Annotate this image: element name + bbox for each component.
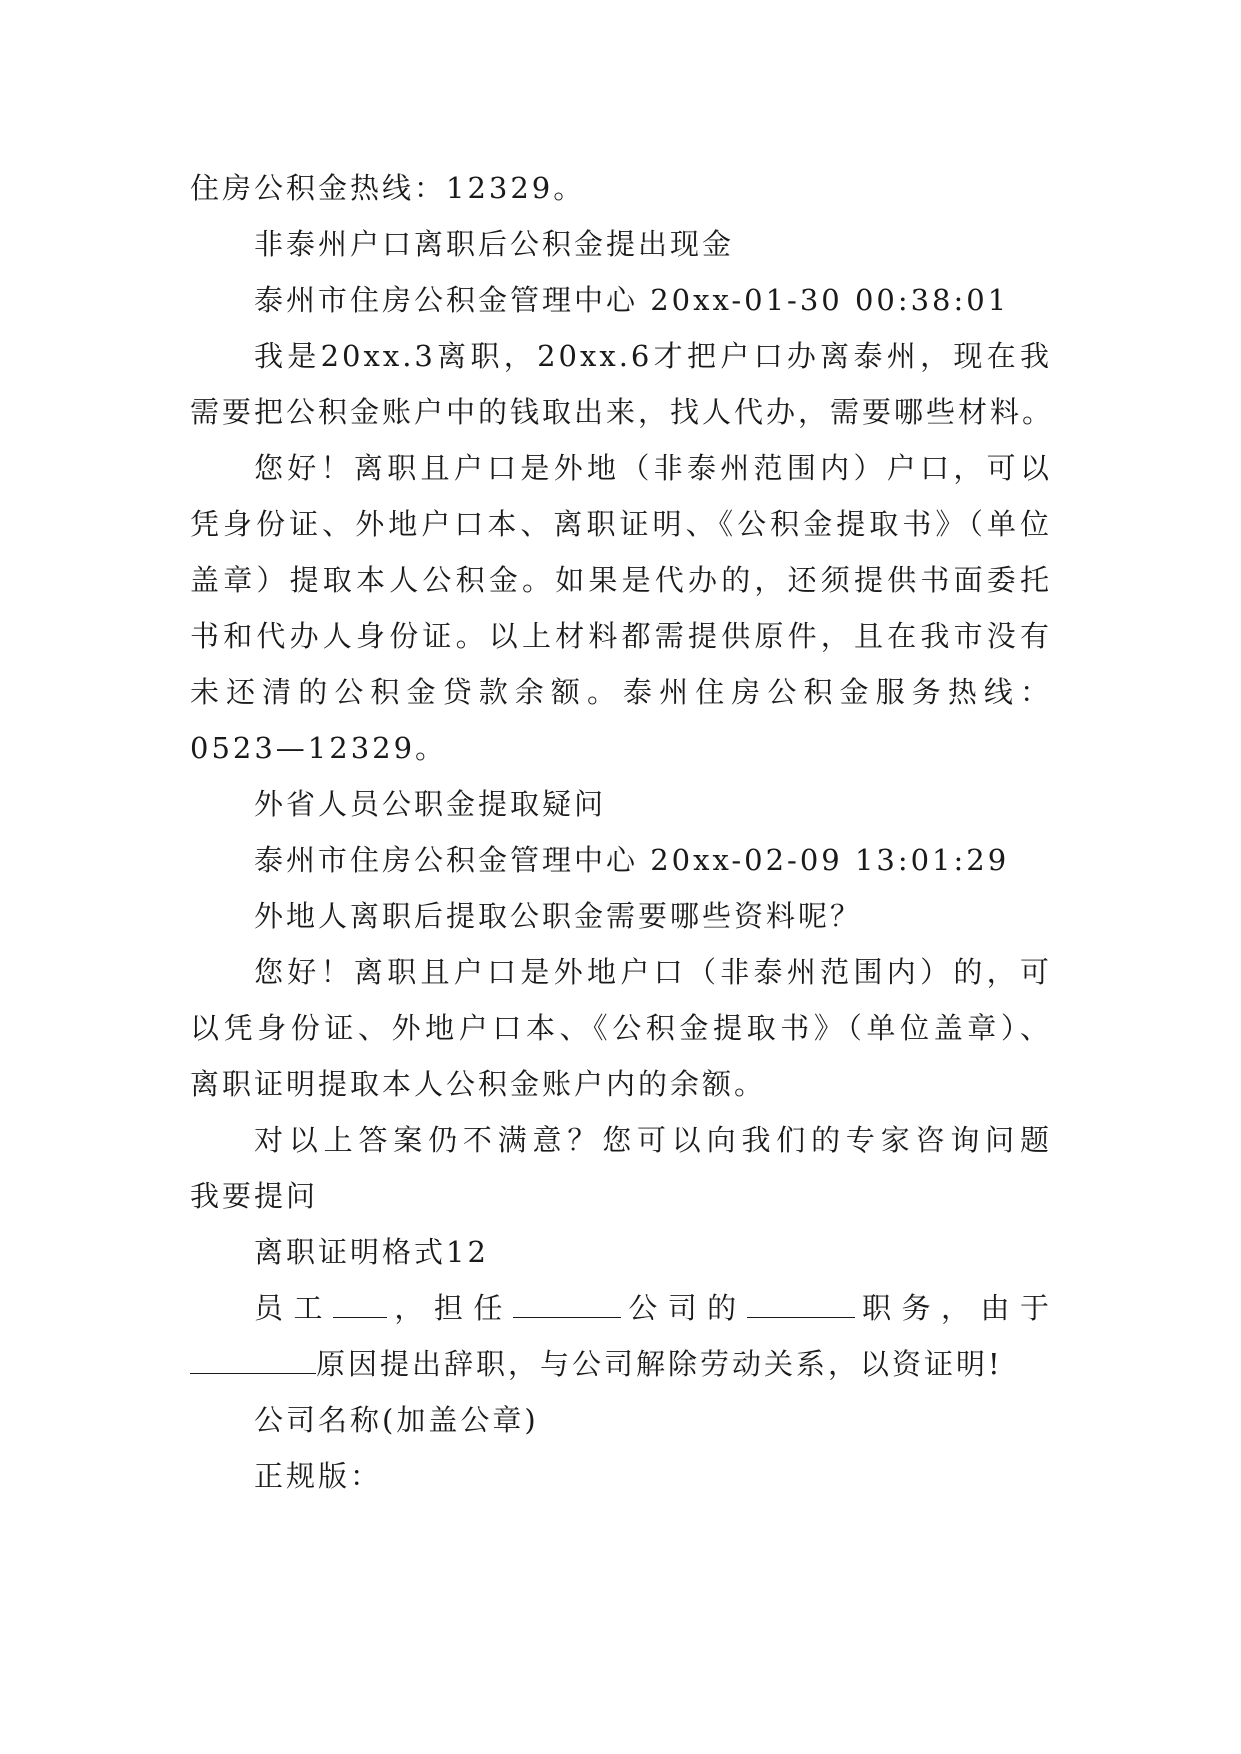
formal-version-line: 正规版： (254, 1459, 383, 1493)
question-1-line-2: 需要把公积金账户中的钱取出来，找人代办，需要哪些材料。 (190, 395, 1055, 429)
answer-2-line-1: 您好！离职且户口是外地户口（非泰州范围内）的，可 (254, 955, 1052, 989)
answer-1-line-6: 0523—12329。 (190, 731, 448, 765)
cert-text-employee: 员工 (254, 1291, 333, 1325)
document-body (190, 160, 1055, 1504)
question-2: 外地人离职后提取公职金需要哪些资料呢？ (254, 899, 863, 933)
cert-text-position: 职务，由于 (854, 1291, 1052, 1325)
consult-prompt: 对以上答案仍不满意？您可以向我们的专家咨询问题 (254, 1123, 1052, 1157)
answer-1-line-3: 盖章）提取本人公积金。如果是代办的，还须提供书面委托 (190, 563, 1052, 597)
cert-format-title: 离职证明格式12 (254, 1235, 489, 1269)
blank-position (747, 1293, 855, 1318)
blank-employee-name (333, 1293, 387, 1318)
answer-1-line-4: 书和代办人身份证。以上材料都需提供原件，且在我市没有 (190, 619, 1052, 653)
hotline-line: 住房公积金热线：12329。 (190, 171, 586, 205)
answer-1-line-1: 您好！离职且户口是外地（非泰州范围内）户口，可以 (254, 451, 1052, 485)
cert-line-2 (190, 1336, 1052, 1392)
section-title-2: 外省人员公职金提取疑问 (254, 787, 607, 821)
source-timestamp-2: 泰州市住房公积金管理中心 20xx-02-09 13:01:29 (254, 843, 1010, 877)
cert-text-company: 公司的 (620, 1291, 747, 1325)
cert-line-1 (190, 1280, 1052, 1336)
question-1-line-1: 我是20xx.3离职，20xx.6才把户口办离泰州，现在我 (254, 339, 1052, 373)
answer-1-line-2: 凭身份证、外地户口本、离职证明、《公积金提取书》（单位 (190, 507, 1052, 541)
company-name-line: 公司名称(加盖公章) (254, 1403, 539, 1437)
answer-1-line-5: 未还清的公积金贷款余额。泰州住房公积金服务热线： (190, 675, 1052, 709)
cert-text-reason: 原因提出辞职，与公司解除劳动关系，以资证明! (316, 1347, 1003, 1381)
cert-text-serve: ，担任 (386, 1291, 513, 1325)
source-timestamp-1: 泰州市住房公积金管理中心 20xx-01-30 00:38:01 (254, 283, 1010, 317)
section-title-1: 非泰州户口离职后公积金提出现金 (254, 227, 735, 261)
ask-question-link[interactable]: 我要提问 (190, 1179, 319, 1213)
blank-reason (190, 1349, 316, 1374)
answer-2-line-2: 以凭身份证、外地户口本、《公积金提取书》（单位盖章）、 (190, 1011, 1052, 1045)
answer-2-line-3: 离职证明提取本人公积金账户内的余额。 (190, 1067, 767, 1101)
blank-company (513, 1293, 621, 1318)
